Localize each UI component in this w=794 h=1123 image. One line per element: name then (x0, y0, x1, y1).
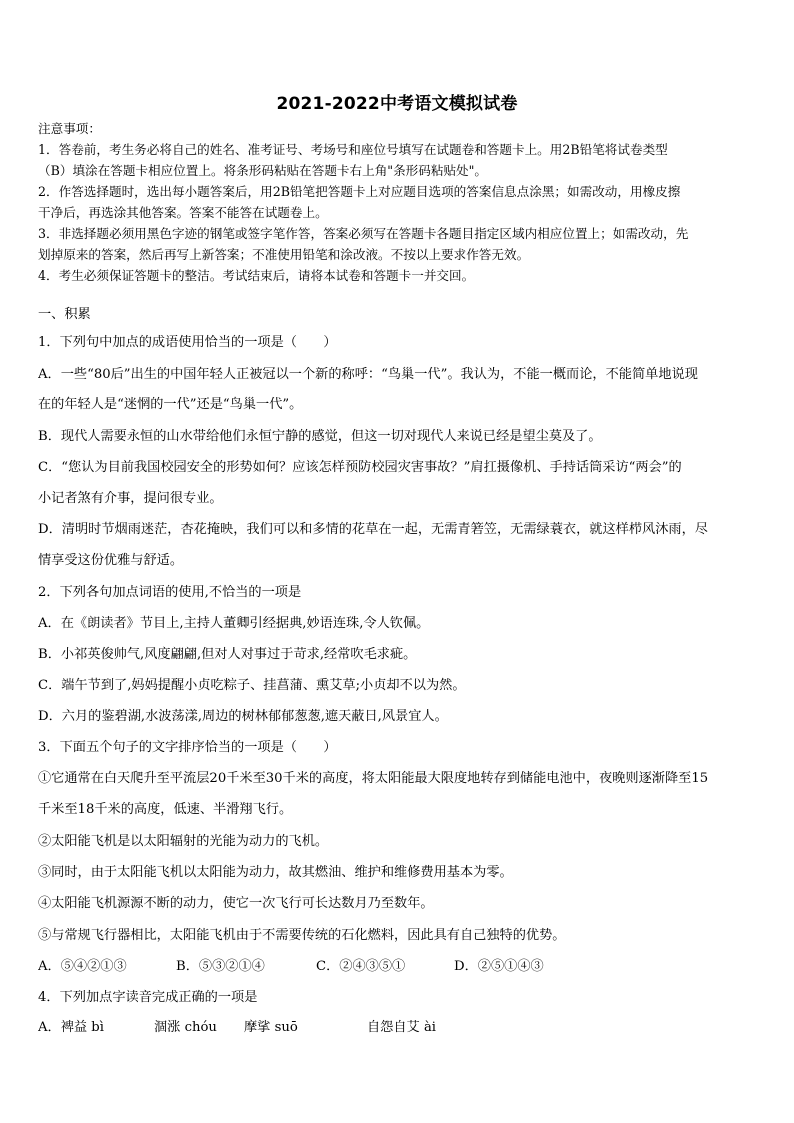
question-3-line: ⑤与常规飞行器相比，太阳能飞机由于不需要传统的石化燃料，因此具有自己独特的优势。 (38, 928, 566, 943)
option-b: B．⑤③②①④ (176, 959, 265, 974)
question-1-line: D．清明时节烟雨迷茫，杏花掩映，我们可以和多情的花草在一起，无需青箬笠，无需绿蓑衣，就这样栉风沐雨，尽 (38, 522, 708, 537)
section-heading: 一、积累 (38, 307, 91, 322)
question-2-stem: 2．下列各句加点词语的使用,不恰当的一项是 (38, 585, 302, 600)
notice-line: （B）填涂在答题卡相应位置上。将条形码粘贴在答题卡右上角"条形码粘贴处"。 (38, 163, 488, 178)
question-2-option: A．在《朗读者》节目上,主持人董卿引经据典,妙语连珠,令人钦佩。 (38, 616, 430, 631)
option-a: A．裨益 bì (38, 1020, 104, 1035)
question-2-option: D．六月的鉴碧湖,水波荡漾,周边的树林郁郁葱葱,遮天蔽日,风景宜人。 (38, 709, 448, 724)
question-1-line: 在的年轻人是“迷惘的一代”还是“鸟巢一代”。 (38, 397, 303, 412)
question-1-line: B．现代人需要永恒的山水带给他们永恒宁静的感觉，但这一切对现代人来说已经是望尘莫及了。 (38, 429, 602, 444)
question-1-line: 情享受这份优雅与舒适。 (38, 553, 184, 568)
option-d: D．②⑤①④③ (454, 959, 544, 974)
question-3-line: 千米至18千米的高度，低速、半滑翔飞行。 (38, 802, 293, 817)
notice-line: 1．答卷前，考生务必将自己的姓名、准考证号、考场号和座位号填写在试题卷和答题卡上。用2B铅笔将试卷类型 (38, 142, 668, 157)
option-a: A．⑤④②①③ (38, 959, 127, 974)
question-3-line: ①它通常在白天爬升至平流层20千米至30千米的高度，将太阳能最大限度地转存到储能电池中，夜晚则逐渐降至15 (38, 771, 709, 786)
exam-title: 2021-2022中考语文模拟试卷 (276, 94, 518, 114)
notice-line: 3．非选择题必须用黑色字迹的钢笔或签字笔作答，答案必须写在答题卡各题目指定区域内相应位置上；如需改动，先 (38, 226, 689, 241)
notice-line: 4．考生必须保证答题卡的整洁。考试结束后，请将本试卷和答题卡一并交回。 (38, 268, 475, 283)
question-3-options (38, 958, 758, 976)
question-1-stem: 1．下列句中加点的成语使用恰当的一项是（ ） (38, 335, 337, 350)
notice-line: 划掉原来的答案，然后再写上新答案；不准使用铅笔和涂改液。不按以上要求作答无效。 (38, 247, 530, 262)
word-4: 自怨自艾 ài (367, 1020, 437, 1035)
question-3-line: ②太阳能飞机是以太阳辐射的光能为动力的飞机。 (38, 834, 329, 849)
question-3-stem: 3．下面五个句子的文字排序恰当的一项是（ ） (38, 740, 337, 755)
question-4-stem: 4．下列加点字读音完成正确的一项是 (38, 990, 258, 1005)
question-2-option: B．小祁英俊帅气,风度翩翩,但对人对事过于苛求,经常吹毛求疵。 (38, 647, 417, 662)
word-2: 涸涨 chóu (154, 1020, 217, 1035)
notice-line: 2．作答选择题时，选出每小题答案后，用2B铅笔把答题卡上对应题目选项的答案信息点涂黑；如需改动，用橡皮擦 (38, 184, 681, 199)
notice-line: 干净后，再选涂其他答案。答案不能答在试题卷上。 (38, 205, 328, 220)
word-3: 摩挲 suō (244, 1020, 298, 1035)
notice-heading: 注意事项： (38, 121, 101, 136)
question-3-line: ④太阳能飞机源源不断的动力，使它一次飞行可长达数月乃至数年。 (38, 896, 434, 911)
option-c: C．②④③⑤① (316, 959, 406, 974)
question-2-option: C．端午节到了,妈妈提醒小贞吃粽子、挂菖蒲、熏艾草;小贞却不以为然。 (38, 678, 466, 693)
question-1-line: A．一些“80后”出生的中国年轻人正被冠以一个新的称呼：“鸟巢一代”。我认为，不能一概而论，不能简单地说现 (38, 367, 698, 382)
question-1-line: C．“您认为目前我国校园安全的形势如何？应该怎样预防校园灾害事故？”肩扛摄像机、手持话筒采访“两会”的 (38, 460, 682, 475)
question-1-line: 小记者煞有介事，提问很专业。 (38, 491, 223, 506)
question-3-line: ③同时，由于太阳能飞机以太阳能为动力，故其燃油、维护和维修费用基本为零。 (38, 865, 513, 880)
question-4-options (38, 1019, 758, 1037)
